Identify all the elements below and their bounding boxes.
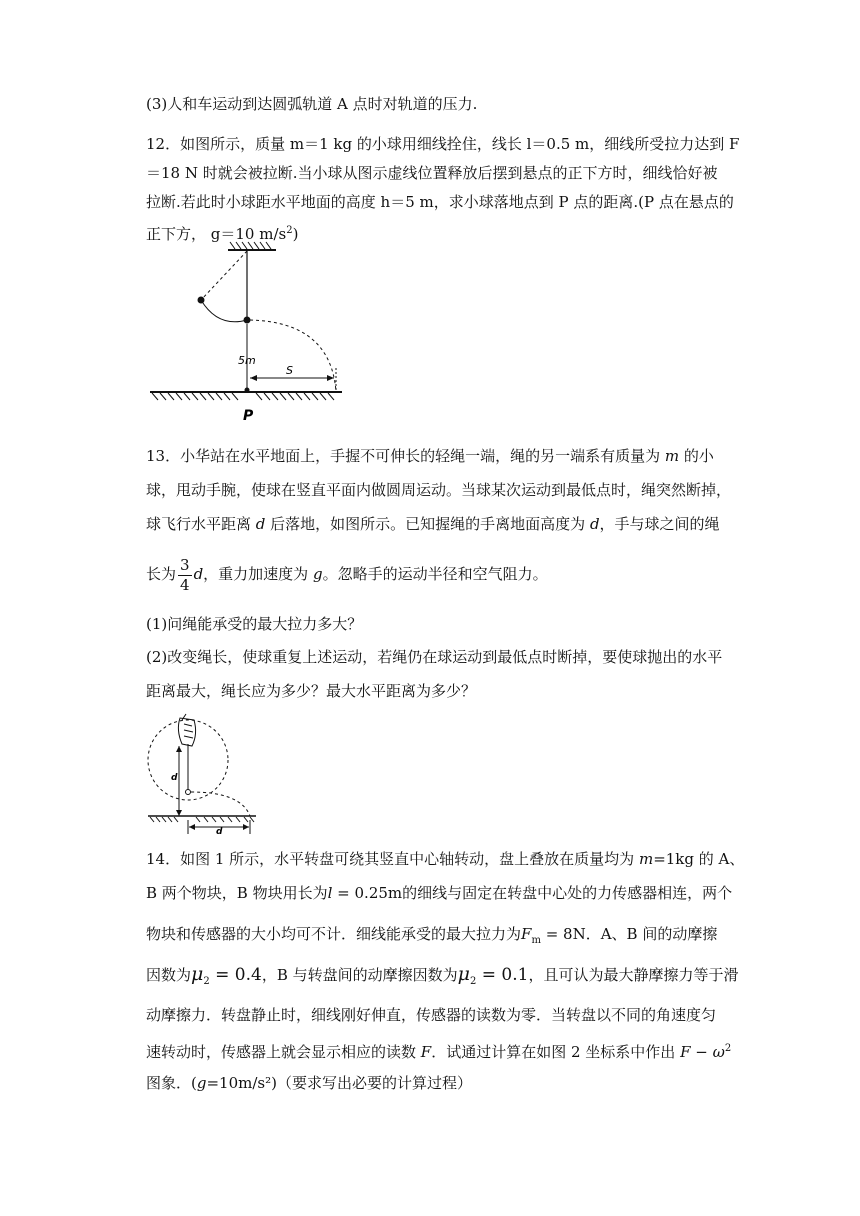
fraction-three-quarters: $\frac{3}{4}$ [180, 555, 190, 594]
q13-circular-motion-figure [146, 708, 266, 836]
q11-part3: (3)人和车运动到达圆弧轨道 A 点时对轨道的压力. [146, 95, 478, 113]
q12-height-label: 5m [238, 354, 256, 367]
q12-pendulum-figure [146, 240, 346, 425]
q13-line1: 13．小华站在水平地面上，手握不可伸长的轻绳一端，绳的另一端系有质量为 m 的小 [146, 447, 714, 465]
q13-line4: 长为 $\frac{3}{4}$ d，重力加速度为 g。忽略手的运动半径和空气阻力。 [146, 555, 548, 594]
q13-line3: 球飞行水平距离 d 后落地，如图所示。已知握绳的手离地面高度为 d，手与球之间的绳 [146, 515, 720, 533]
q13-part2-line2: 距离最大，绳长应为多少？最大水平距离为多少？ [146, 682, 477, 700]
q14-line6: 速转动时，传感器上就会显示相应的读数 F．试通过计算在如图 2 坐标系中作出 $F - \omega^2$ [146, 1043, 732, 1061]
q14-line2: B 两个物块，B 物块用长为l = 0.25m的细线与固定在转盘中心处的力传感器相连，两个 [146, 884, 733, 902]
q13-horizontal-d-label: d [216, 827, 223, 836]
q13-part1: (1)问绳能承受的最大拉力多大？ [146, 615, 363, 633]
q12-p-label: P [243, 408, 254, 424]
q13-part2-line1: (2)改变绳长，使球重复上述运动，若绳仍在球运动到最低点时断掉，要使球抛出的水平 [146, 648, 723, 666]
q12-line3: 拉断.若此时小球距水平地面的高度 h＝5 m，求小球落地点到 P 点的距离.(P 点在悬点的 [146, 193, 734, 211]
q14-line5: 动摩擦力．转盘静止时，细线刚好伸直，传感器的读数为零．当转盘以不同的角速度匀 [146, 1006, 717, 1024]
q14-line3: 物块和传感器的大小均可不计．细线能承受的最大拉力为$F_m = 8N$．A、B 间的动摩擦 [146, 925, 718, 946]
q13-line2: 球，甩动手腕，使球在竖直平面内做圆周运动。当球某次运动到最低点时，绳突然断掉， [146, 481, 732, 499]
q14-line7: 图象．(g=10m/s²)（要求写出必要的计算过程） [146, 1074, 472, 1092]
q12-s-label: S [286, 364, 293, 377]
q12-line1: 12．如图所示，质量 m＝1 kg 的小球用细线拴住，线长 l＝0.5 m，细线所受拉力达到 F [146, 135, 740, 153]
q14-line4: 因数为$\mu_2 = 0.4$，B 与转盘间的动摩擦因数为$\mu_2 = 0.1$，且可认为最大静摩擦力等于滑 [146, 963, 739, 987]
q14-line1: 14．如图 1 所示，水平转盘可绕其竖直中心轴转动，盘上叠放在质量均为 m=1kg 的 A、 [146, 850, 745, 868]
q12-line4: 正下方， g＝10 $m/s^2$) [146, 225, 299, 243]
q12-line2: ＝18 N 时就会被拉断.当小球从图示虚线位置释放后摆到悬点的正下方时，细线恰好被 [146, 164, 718, 182]
q13-vertical-d-label: d [171, 773, 178, 783]
